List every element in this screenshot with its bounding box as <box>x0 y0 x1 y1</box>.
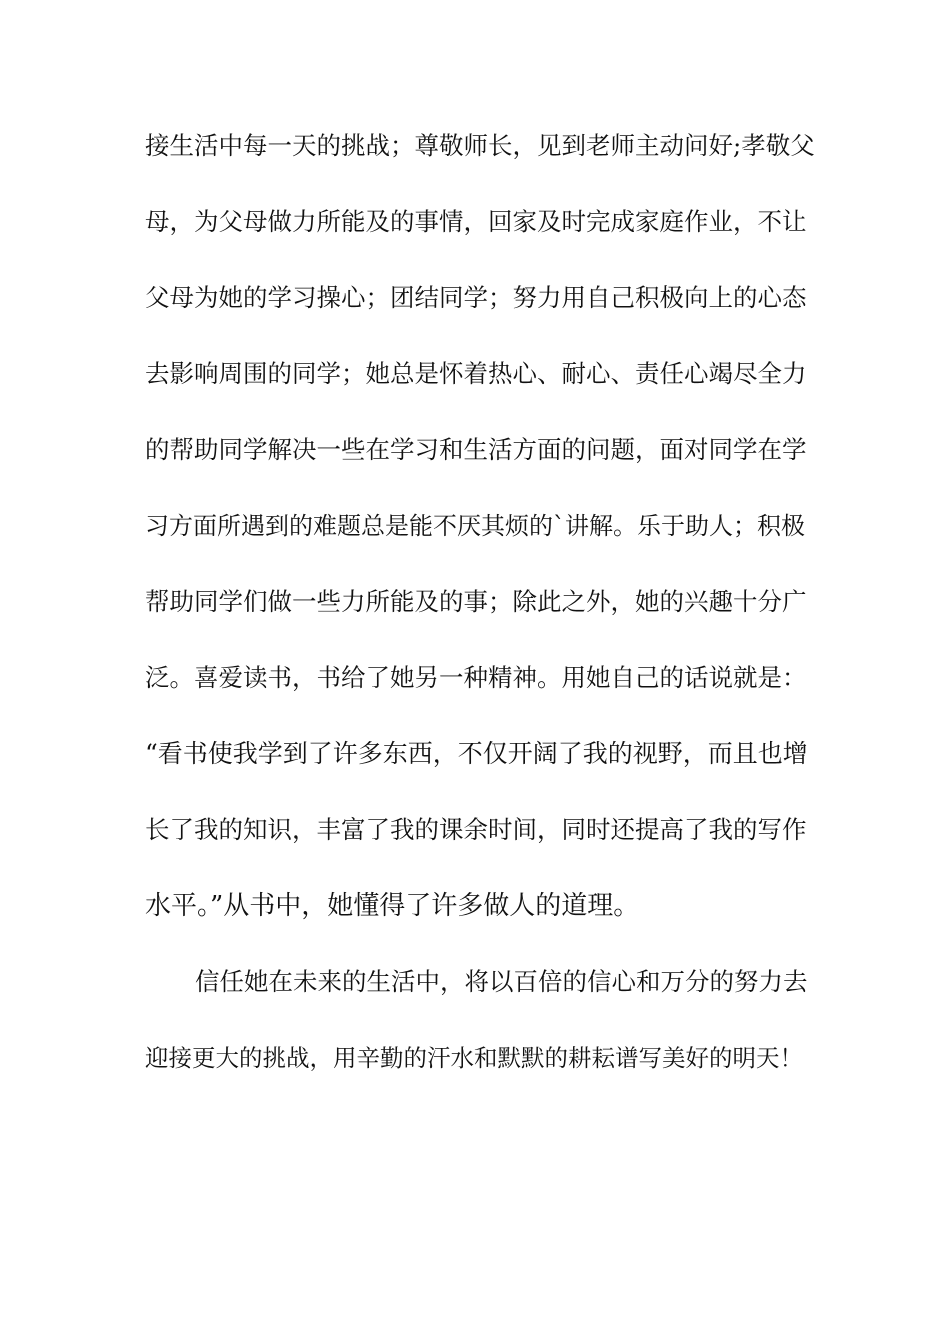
text-line-7: 帮助同学们做一些力所能及的事；除此之外，她的兴趣十分广 <box>145 587 807 616</box>
text-line-8: 泛。喜爱读书，书给了她另一种精神。用她自己的话说就是： <box>145 663 807 692</box>
text-line-11: 水平。”从书中，她懂得了许多做人的道理。 <box>145 891 640 921</box>
text-line-1: 接生活中每一天的挑战；尊敬师长，见到老师主动问好;孝敬父 <box>145 131 815 160</box>
text-line-9: “看书使我学到了许多东西，不仅开阔了我的视野，而且也增 <box>145 739 808 768</box>
text-line-4: 去影响周围的同学；她总是怀着热心、耐心、责任心竭尽全力 <box>145 359 807 388</box>
text-line-6: 习方面所遇到的难题总是能不厌其烦的`讲解。乐于助人；积极 <box>145 512 805 540</box>
text-line-12: 信任她在未来的生活中，将以百倍的信心和万分的努力去 <box>195 967 808 996</box>
body-text <box>145 128 815 1116</box>
text-line-2: 母，为父母做力所能及的事情，回家及时完成家庭作业，不让 <box>145 207 807 236</box>
text-line-5: 的帮助同学解决一些在学习和生活方面的问题，面对同学在学 <box>145 435 807 464</box>
text-line-13: 迎接更大的挑战，用辛勤的汗水和默默的耕耘谱写美好的明天！ <box>145 1044 803 1072</box>
text-line-10: 长了我的知识，丰富了我的课余时间，同时还提高了我的写作 <box>145 815 807 844</box>
text-line-3: 父母为她的学习操心；团结同学；努力用自己积极向上的心态 <box>145 283 807 312</box>
